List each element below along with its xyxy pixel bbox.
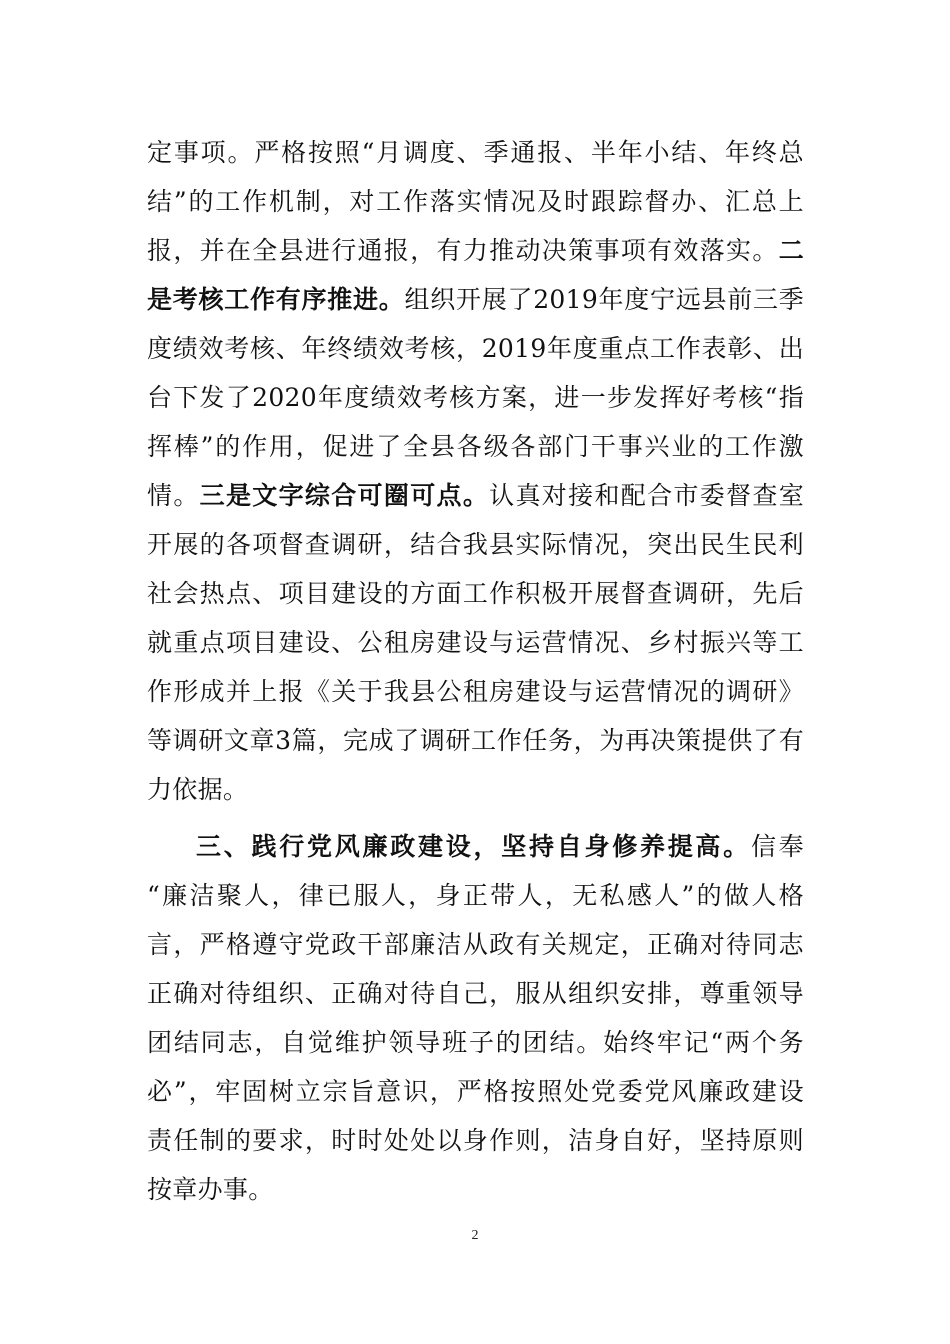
- body-text-line: [147, 329, 804, 369]
- text-run: 团结同志，自觉维护领导班子的团结。始终牢记“两个务: [147, 1028, 804, 1057]
- bold-heading-run: 三是文字综合可圈可点。: [199, 481, 490, 510]
- text-run: 开展的各项督查调研，结合我县实际情况，突出民生民利: [147, 530, 804, 559]
- body-text-line: [147, 427, 804, 467]
- text-run: 定事项。严格按照“月调度、季通报、半年小结、年终总: [147, 138, 804, 167]
- text-run: 组织开展了2019年度宁远县前三季: [404, 285, 804, 314]
- text-run: 作形成并上报《关于我县公租房建设与运营情况的调研》: [147, 677, 804, 706]
- text-run: 等调研文章3篇，完成了调研工作任务，为再决策提供了有: [147, 726, 804, 755]
- body-text-line: [147, 133, 804, 173]
- body-text-line: [147, 574, 804, 614]
- text-run: 情。: [147, 481, 200, 510]
- page-number: 2: [471, 1228, 479, 1243]
- body-text-line: [147, 476, 804, 516]
- body-text-line: [147, 1170, 804, 1210]
- body-text-line: [147, 525, 804, 565]
- text-run: “廉洁聚人，律已服人，身正带人，无私感人”的做人格: [147, 881, 804, 910]
- body-text-line: [147, 721, 804, 761]
- text-run: 挥棒”的作用，促进了全县各级各部门干事兴业的工作激: [147, 432, 804, 461]
- text-run: 力依据。: [147, 775, 249, 804]
- body-text-line: [147, 974, 804, 1014]
- bold-heading-run: 二: [778, 236, 804, 265]
- body-text-line: [147, 1023, 804, 1063]
- text-run: 信奉: [750, 832, 804, 861]
- text-run: 认真对接和配合市委督查室: [489, 481, 804, 510]
- section-heading-line: [196, 827, 804, 867]
- section-heading: 三、践行党风廉政建设，坚持自身修养提高。: [196, 832, 751, 861]
- text-run: 社会热点、项目建设的方面工作积极开展督查调研，先后: [147, 579, 804, 608]
- body-text-line: [147, 280, 804, 320]
- body-text-line: [147, 1072, 804, 1112]
- body-text-line: [147, 231, 804, 271]
- text-run: 度绩效考核、年终绩效考核，2019年度重点工作表彰、出: [147, 334, 804, 363]
- text-run: 正确对待组织、正确对待自己，服从组织安排，尊重领导: [147, 979, 804, 1008]
- body-text-line: [147, 182, 804, 222]
- text-run: 台下发了2020年度绩效考核方案，进一步发挥好考核“指: [147, 383, 804, 412]
- bold-heading-run: 是考核工作有序推进。: [147, 285, 405, 314]
- body-text-line: [147, 623, 804, 663]
- body-text-line: [147, 378, 804, 418]
- text-run: 责任制的要求，时时处处以身作则，洁身自好，坚持原则: [147, 1126, 804, 1155]
- body-text-line: [147, 672, 804, 712]
- text-run: 言，严格遵守党政干部廉洁从政有关规定，正确对待同志: [147, 930, 804, 959]
- text-run: 结”的工作机制，对工作落实情况及时跟踪督办、汇总上: [147, 187, 804, 216]
- text-run: 按章办事。: [147, 1175, 274, 1204]
- body-text-line: [147, 876, 804, 916]
- text-run: 必”，牢固树立宗旨意识，严格按照处党委党风廉政建设: [147, 1077, 804, 1106]
- text-run: 就重点项目建设、公租房建设与运营情况、乡村振兴等工: [147, 628, 804, 657]
- body-text-line: [147, 925, 804, 965]
- body-text-line: [147, 770, 804, 810]
- text-run: 报，并在全县进行通报，有力推动决策事项有效落实。: [147, 236, 779, 265]
- body-text-line: [147, 1121, 804, 1161]
